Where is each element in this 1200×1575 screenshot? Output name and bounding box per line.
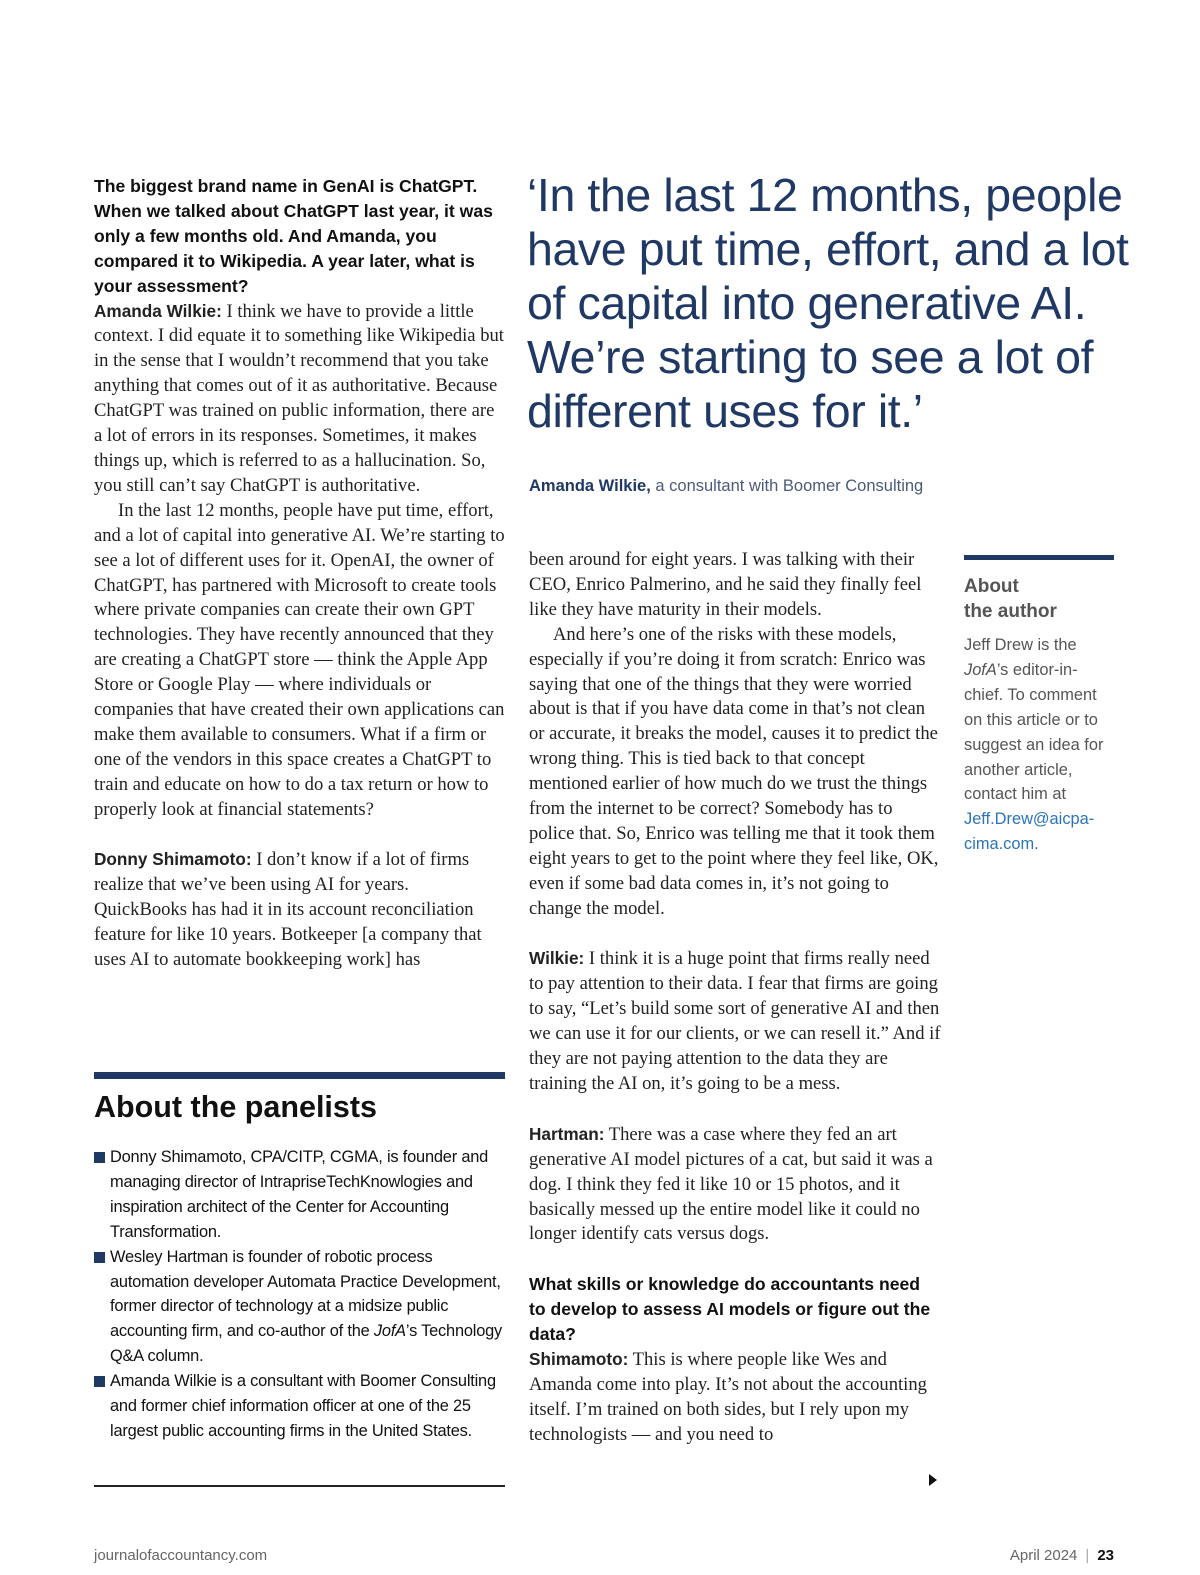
answer-text: There was a case where they fed an art generative AI model pictures of a cat, but said it was a dog. I think they fed it like 10 or 15 photos, and it basically messed up the entire model like it could no longer identify cats versus dogs. [529,1123,933,1245]
panelist-text: Donny Shimamoto, CPA/CITP, CGMA, is founder and managing director of IntrapriseTechKnowlogies and inspiration architect of the Center for Accounting Transformation. [110,1148,489,1241]
answer-shimamoto [94,847,506,973]
author-bio-text: Jeff Drew is the [964,636,1077,654]
panelist-text: ’s Technology Q&A column. [110,1322,503,1366]
question-chatgpt: The biggest brand name in GenAI is ChatGPT. When we talked about ChatGPT last year, it was only a few months old. And Amanda, you compared it to Wikipedia. A year later, what is your assessment? [94,176,493,296]
middle-column [529,548,941,1448]
speaker-name: Wilkie: [529,948,585,969]
list-item [94,1145,506,1245]
author-heading [964,574,1114,624]
author-bio-text: . [1034,835,1039,854]
author-email-link[interactable]: Jeff.Drew@aicpa-cima.com [964,810,1095,854]
panelists-title: About the panelists [94,1090,377,1124]
answer-text: I think it is a huge point that firms really need to pay attention to their data. I fear that firms are going to say, “Let’s build some sort of generative AI and then we can use it for our clients, or we can resell it.” And if they are not paying attention to the data they are training the AI on, it’s going to be a mess. [529,948,941,1095]
author-divider [964,555,1114,560]
footer-site: journalofaccountancy.com [94,1547,268,1564]
answer-wilkie [94,299,506,499]
page-number: 23 [1097,1547,1114,1564]
answer-wilkie-2 [529,946,941,1096]
answer-shimamoto-2 [529,1347,941,1448]
list-item [94,1245,506,1370]
speaker-name: Amanda Wilkie: [94,300,222,321]
pull-quote: ‘In the last 12 months, people have put time, effort, and a lot of capital into generative AI. We’re starting to see a lot of different uses for it.’ [527,169,1129,437]
footer-separator: | [1085,1547,1090,1564]
answer-hartman [529,1122,941,1248]
answer-wilkie-p2: In the last 12 months, people have put time, effort, and a lot of capital into generative AI. We’re starting to see a lot of different uses for it. OpenAI, the owner of ChatGPT, has partnered with Microsoft to create tools where private companies can create their own GPT technologies. They have recently announced that they are creating a ChatGPT store — think the Apple App Store or Google Play — where individuals or companies that have created their own applications can make them available to consumers. What if a firm or one of the vendors in this space creates a ChatGPT to train and educate on how to do a tax return or how to properly look at financial statements? [94,499,505,820]
pull-quote-attribution [529,477,1089,496]
question-skills: What skills or knowledge do accountants need to develop to assess AI models or figure out the data? [529,1274,931,1345]
panelists-list [94,1145,506,1444]
panelists-bottom-rule [94,1485,505,1487]
list-item [94,1369,506,1444]
author-heading-line: the author [964,601,1057,622]
speaker-name: Donny Shimamoto: [94,849,252,870]
square-bullet-icon [94,1376,105,1387]
answer-text: I think we have to provide a little context. I did equate it to something like Wikipedia but in the sense that I wouldn’t recommend that you take anything that comes out of it as authoritative. Because ChatGPT was trained on public information, there are a lot of errors in its responses. Sometimes, it makes things up, which is referred to as a hallucination. So, you still can’t say ChatGPT is authoritative. [94,300,504,496]
author-bio-italic: JofA [964,660,997,679]
panelists-divider [94,1072,505,1079]
answer-text: This is where people like Wes and Amanda come into play. It’s not about the accounting itself. I’m trained on both sides, but I rely upon my technologists — and you need to [529,1348,927,1445]
author-bio [964,633,1116,857]
continue-arrow-icon [929,1474,937,1486]
square-bullet-icon [94,1252,105,1263]
answer-text: I don’t know if a lot of firms realize that we’ve been using AI for years. QuickBooks has had it in its account reconciliation feature for like 10 years. Botkeeper [a company that uses AI to automate bookkeeping work] has [94,849,482,971]
speaker-name: Hartman: [529,1123,605,1144]
paragraph: been around for eight years. I was talking with their CEO, Enrico Palmerino, and he said they finally feel like they have maturity in their models. [529,549,922,620]
footer-issue [1010,1547,1114,1564]
issue-date: April 2024 [1009,1547,1078,1564]
square-bullet-icon [94,1152,105,1163]
panelist-text: Wesley Hartman is founder of robotic process automation developer Automata Practice Development, former director of technology at a midsize public accounting firm, and co-author of the [110,1247,501,1341]
author-heading-line: About [964,576,1019,597]
author-bio-text: ’s editor-in-chief. To comment on this article or to suggest an idea for another article, contact him at [964,660,1104,804]
attribution-name: Amanda Wilkie, [529,477,651,495]
paragraph: And here’s one of the risks with these models, especially if you’re doing it from scratch: Enrico was saying that one of the things that they were worried about is that if you have data come in that’s not clean or accurate, it breaks the model, causes it to predict the wrong thing. This is tied back to that concept mentioned earlier of how much do we trust the things from the internet to be correct? Somebody has to police that. So, Enrico was telling me that it took them eight years to get to the point where they feel like, OK, even if some bad data comes in, it’s not going to change the model. [529,623,939,919]
panelist-text-italic: JofA [373,1322,406,1341]
panelist-text: Amanda Wilkie is a consultant with Boomer Consulting and former chief information officer at one of the 25 largest public accounting firms in the United States. [110,1372,496,1440]
attribution-role: a consultant with Boomer Consulting [650,477,924,495]
left-column [94,174,506,973]
speaker-name: Shimamoto: [529,1348,629,1369]
